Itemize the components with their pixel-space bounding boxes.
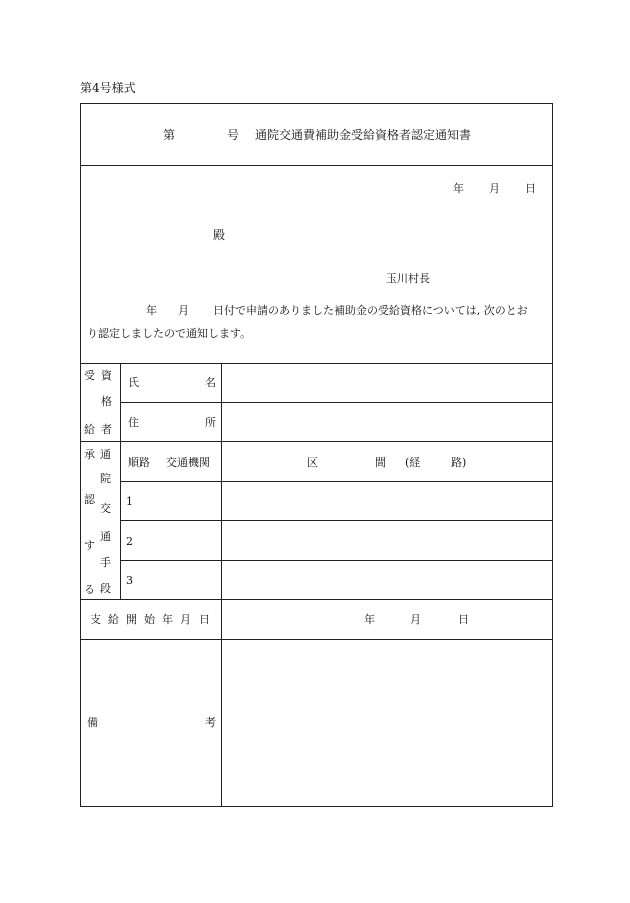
col-header-order: 順路 [128,456,150,469]
transport-side-char: 手 [100,556,111,569]
transport-side-char: る [84,583,95,596]
rule-transport-row1-bottom [120,520,552,521]
start-date-label-char: 始 [144,613,155,626]
start-date-month: 月 [410,613,421,626]
rule-name-bottom [120,402,552,403]
document-title: 通院交通費補助金受給資格者認定通知書 [255,128,472,142]
transport-row-number: 1 [126,495,133,508]
start-date-label-char: 支 [90,613,101,626]
start-date-label-char: 日 [199,613,210,626]
recipient-side-char: 受 [84,369,95,382]
start-date-label-char: 年 [162,613,173,626]
col-header-section-char: 間 [375,456,386,469]
form-frame [80,103,553,807]
start-date-day: 日 [458,613,469,626]
rule-address-bottom [80,441,552,442]
recipient-side-char: 給 [84,423,95,436]
rule-transport-col-divider [221,441,222,599]
recipient-side-char: 格 [101,395,112,408]
date-year: 年 [453,182,464,195]
start-date-label-char: 給 [108,613,119,626]
col-header-section-char: 区 [307,456,318,469]
date-day: 日 [525,182,536,195]
form-label: 第4号様式 [80,81,136,95]
title-number-prefix: 第 [163,128,176,142]
transport-side-char: 通 [100,448,111,461]
start-date-label-char: 月 [180,613,191,626]
rule-transport-header-bottom [120,481,552,482]
addressee-suffix: 殿 [213,228,226,242]
rule-side-label-divider [120,363,121,599]
start-date-year: 年 [364,613,375,626]
date-month: 月 [489,182,500,195]
transport-side-char: 認 [84,493,95,506]
body-year: 年 [146,304,157,317]
transport-side-char: 院 [100,472,111,485]
name-label-char: 氏 [128,376,139,389]
issuer-name: 玉川村長 [386,272,430,285]
title-number-suffix: 号 [227,128,240,142]
col-header-section-char: 路) [451,456,467,469]
address-label-char: 住 [128,416,139,429]
transport-side-char: 通 [100,530,111,543]
transport-row-number: 3 [126,574,133,587]
rule-title-bottom [80,165,552,166]
rule-transport-bottom [80,599,552,600]
name-label-char: 名 [205,376,216,389]
col-header-section-char: (経 [405,456,421,469]
transport-side-char: 段 [100,582,111,595]
address-label-char: 所 [205,416,216,429]
recipient-side-char: 者 [101,423,112,436]
rule-recipient-value-divider [221,363,222,442]
transport-side-char: 承 [84,448,95,461]
rule-body-bottom [80,363,552,364]
recipient-side-char: 資 [101,369,112,382]
body-month: 月 [178,304,189,317]
remarks-label-char: 考 [205,716,216,729]
transport-side-char: 交 [100,502,111,515]
col-header-means: 交通機関 [166,456,210,469]
start-date-label-char: 開 [126,613,137,626]
rule-bottom-value-divider [221,599,222,806]
transport-side-char: す [84,539,95,552]
rule-start-date-bottom [80,639,552,640]
body-line-1: 日付で申請のありました補助金の受給資格については, 次のとお [213,304,528,317]
body-line-2: り認定しましたので通知します。 [87,327,252,340]
remarks-label-char: 備 [87,716,98,729]
transport-row-number: 2 [126,535,133,548]
rule-transport-row2-bottom [120,560,552,561]
